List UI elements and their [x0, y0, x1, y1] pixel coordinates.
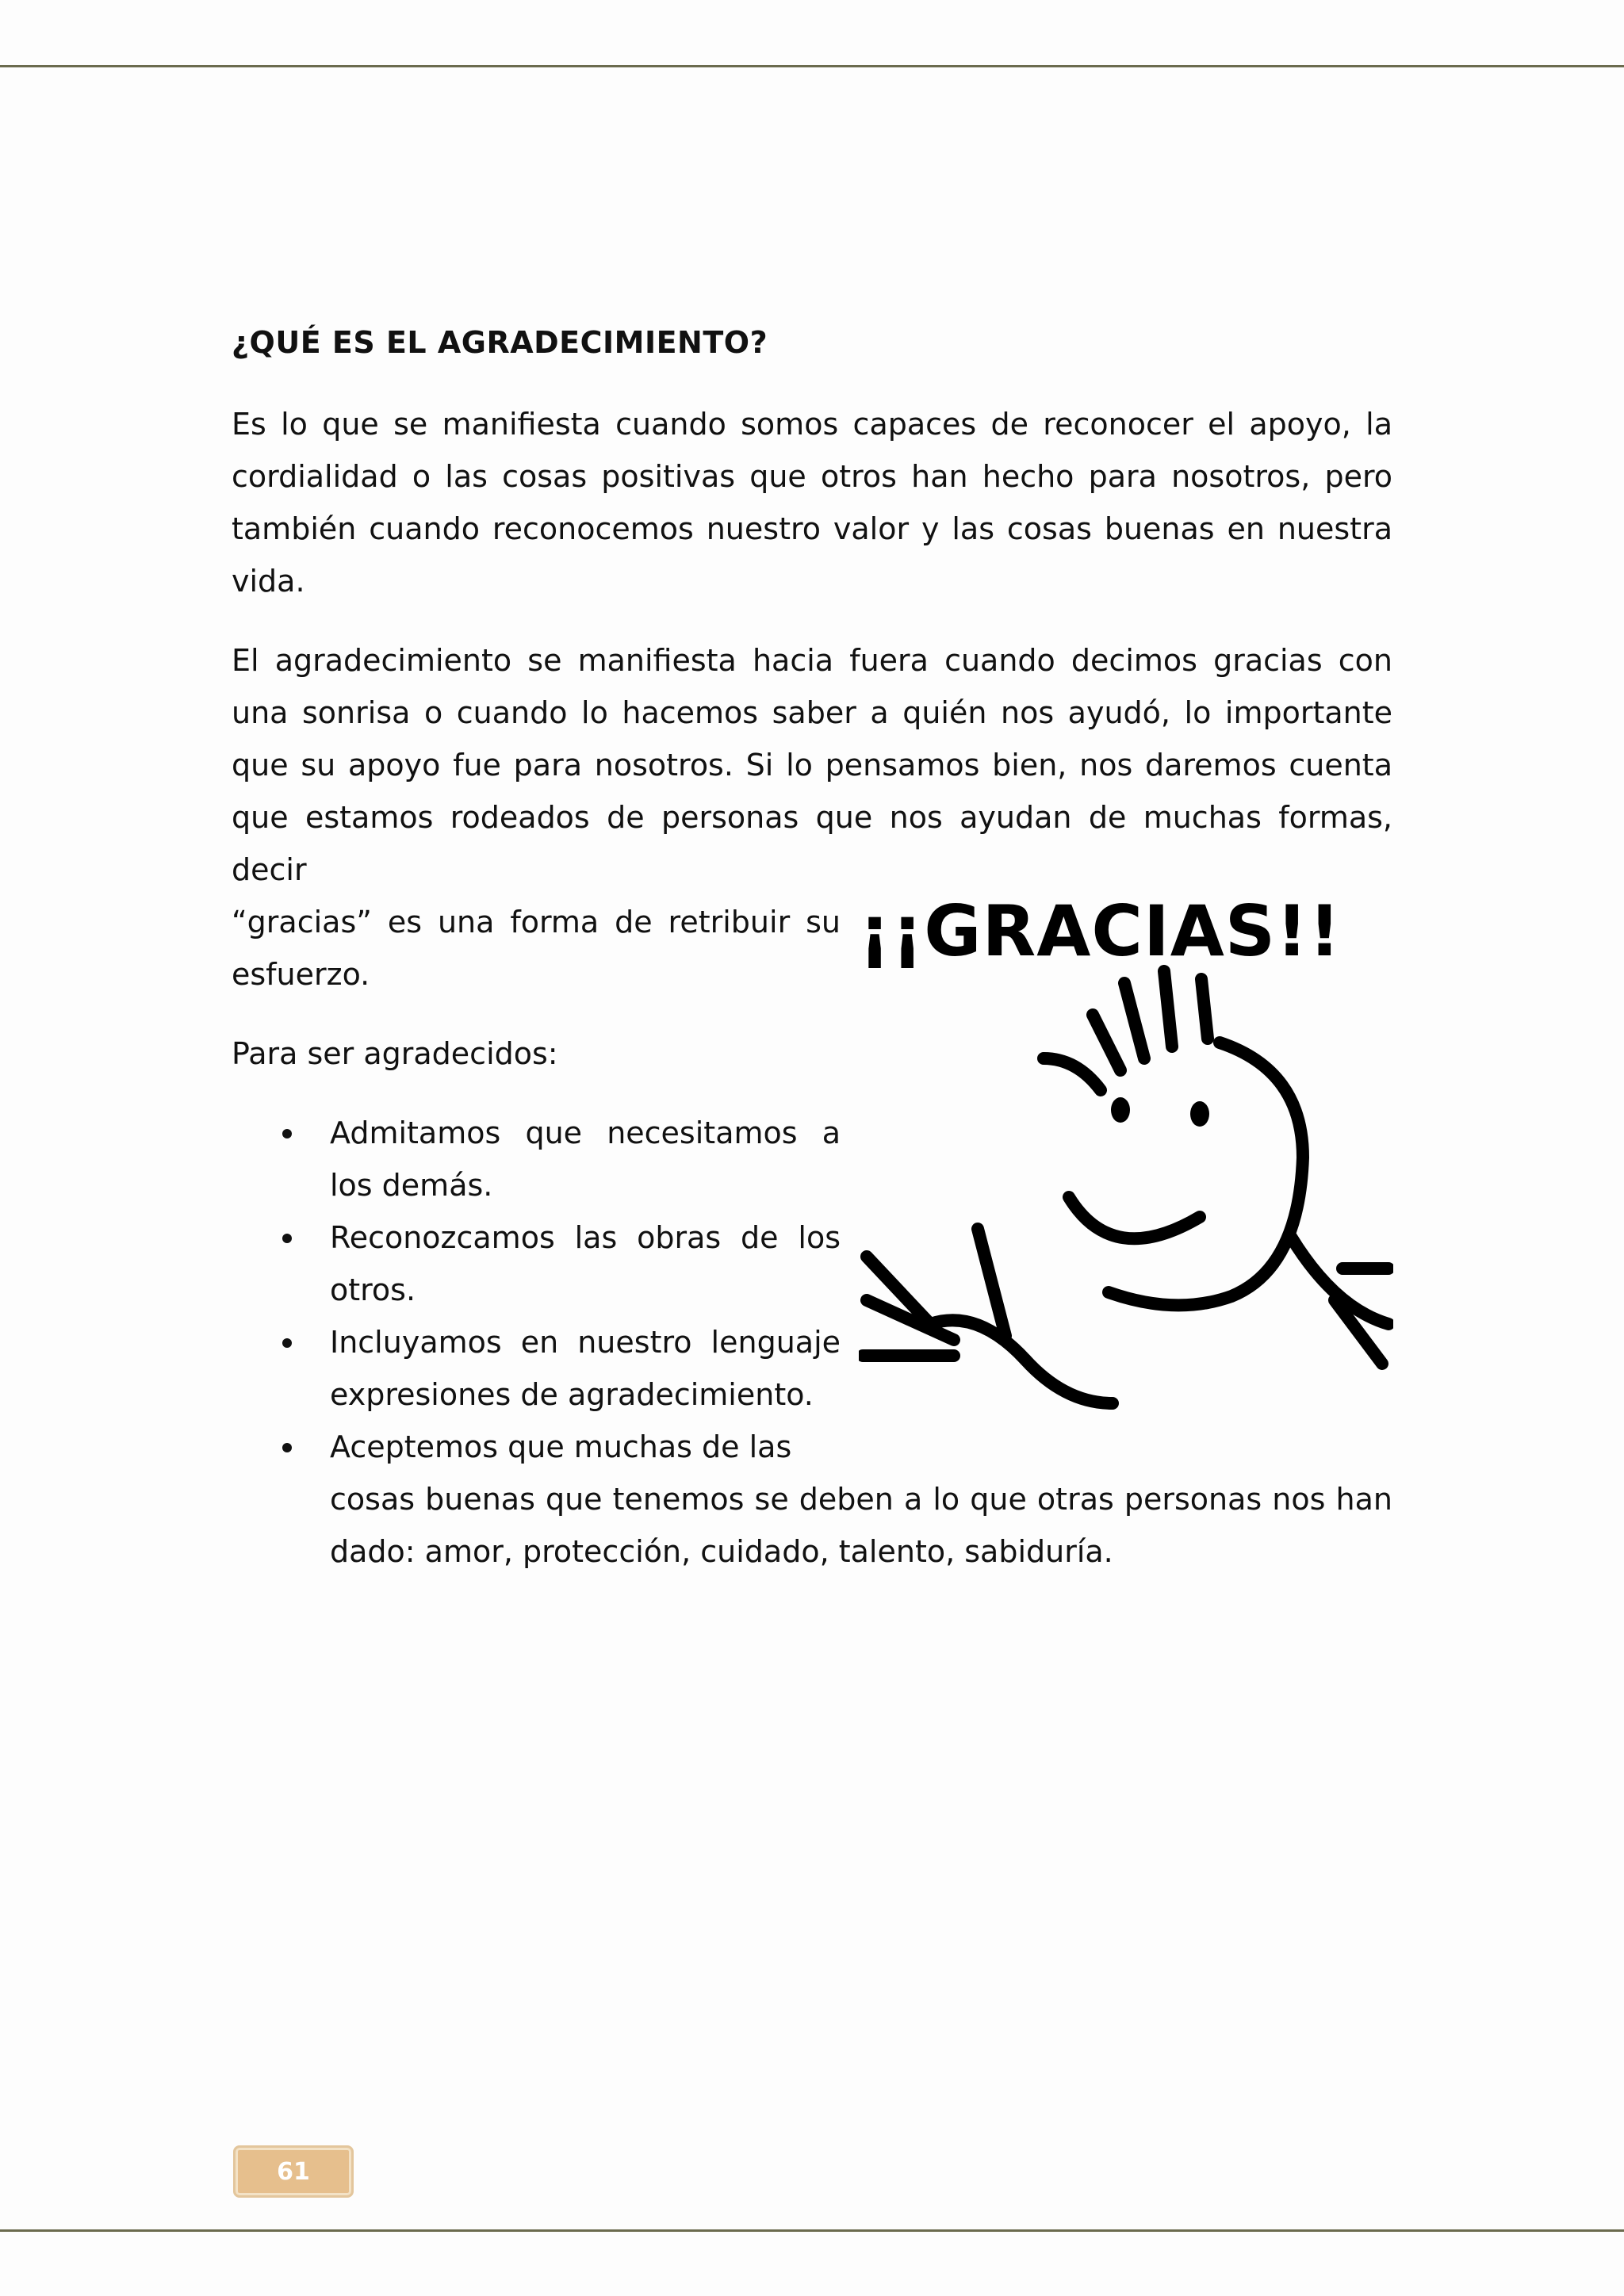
page-title: ¿QUÉ ES EL AGRADECIMIENTO?: [232, 325, 768, 360]
smiling-face-waving-icon: [859, 890, 1393, 1411]
list-item: Admitamos que necesitamos a los demás.: [232, 1107, 841, 1211]
gracias-title: ¡¡GRACIAS!!: [859, 890, 1342, 972]
list-item: Reconozcamos las obras de los otros.: [232, 1211, 841, 1316]
list-item: Incluyamos en nuestro lenguaje expresiones de agradecimiento.: [232, 1316, 841, 1421]
top-rule: [0, 65, 1624, 67]
paragraph-expression: El agradecimiento se manifiesta hacia fuera cuando decimos gracias con una sonrisa o cuando lo hacemos saber a quién nos ayudó, lo importante que su apoyo fue para nosotros. Si lo pensamos bien, nos daremos cuenta que estamos rodeados de personas que nos ayudan de muchas formas, decir: [232, 643, 1392, 887]
paragraph-expression-end: “gracias” es una forma de retribuir su esfuerzo.: [232, 905, 841, 992]
tips-list: [232, 1107, 841, 1473]
bullet-icon: [282, 1443, 292, 1452]
bullet-icon: [282, 1234, 292, 1243]
bullet-icon: [282, 1129, 292, 1138]
list-item: Aceptemos que muchas de las: [232, 1421, 841, 1473]
page-number-badge: 61: [233, 2145, 354, 2198]
bottom-rule: [0, 2229, 1624, 2232]
tips-intro: Para ser agradecidos:: [232, 1036, 558, 1071]
paragraph-definition: Es lo que se manifiesta cuando somos capaces de reconocer el apoyo, la cordialidad o las cosas positivas que otros han hecho para nosotros, pero también cuando reconocemos nuestro valor y las cosas buenas en nuestra vida.: [232, 407, 1392, 599]
gracias-illustration: [859, 890, 1393, 1411]
wrapped-column: [232, 896, 841, 1473]
list-item-continuation: cosas buenas que tenemos se deben a lo que otras personas nos han dado: amor, protección, cuidado, talento, sabiduría.: [330, 1482, 1392, 1569]
bullet-icon: [282, 1338, 292, 1348]
